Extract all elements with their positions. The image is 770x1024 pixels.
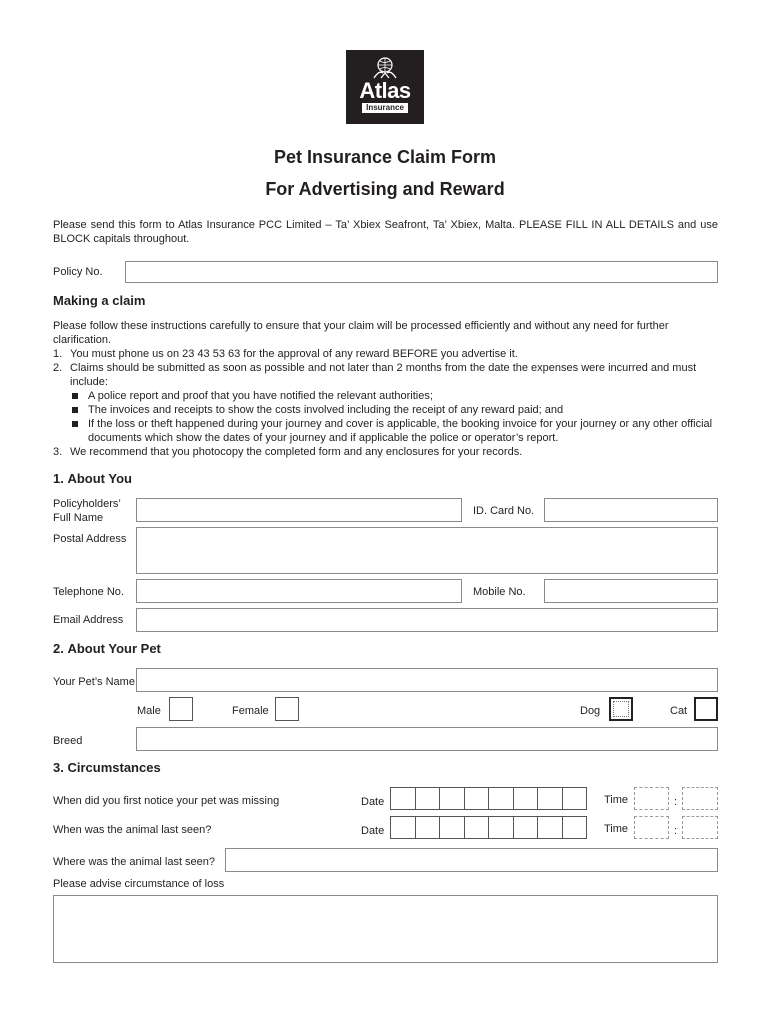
last-seen-time-label: Time [604, 823, 629, 835]
where-label: Where was the animal last seen? [53, 856, 216, 868]
about-you-heading [53, 471, 132, 486]
first-notice-hour-input[interactable] [634, 787, 669, 810]
email-label: Email Address [53, 614, 124, 626]
full-name-input[interactable] [136, 498, 462, 522]
circumstances-title: Circumstances [67, 760, 161, 775]
id-card-input[interactable] [544, 498, 718, 522]
policy-input[interactable] [125, 261, 718, 283]
claim-intro: Please follow these instructions carefully to ensure that your claim will be processed efficiently and without any need for further clarification. [53, 320, 669, 346]
female-checkbox[interactable] [275, 697, 299, 721]
making-claim-heading: Making a claim [53, 293, 146, 308]
globe-figure-icon [370, 56, 400, 80]
step-2-number: 2. [53, 362, 63, 374]
last-seen-minute-input[interactable] [682, 816, 718, 839]
pet-name-input[interactable] [136, 668, 718, 692]
policy-label: Policy No. [53, 266, 103, 278]
id-card-label: ID. Card No. [473, 505, 535, 517]
pet-name-label: Your Pet’s Name [53, 676, 135, 688]
circumstances-heading [53, 760, 161, 775]
advise-label: Please advise circumstance of loss [53, 878, 225, 890]
claim-step-1 [53, 347, 720, 361]
name-label-line1: Policyholders’ [53, 498, 121, 510]
name-label-line2: Full Name [53, 512, 104, 524]
dog-label: Dog [580, 705, 601, 717]
postal-label: Postal Address [53, 533, 127, 545]
first-notice-question: When did you first notice your pet was missing [53, 795, 280, 807]
last-seen-hour-input[interactable] [634, 816, 669, 839]
atlas-logo [346, 50, 424, 124]
step-3-text: We recommend that you photocopy the completed form and any enclosures for your records. [70, 446, 523, 458]
female-label: Female [232, 705, 269, 717]
breed-label: Breed [53, 735, 83, 747]
circumstance-textarea[interactable] [53, 895, 718, 963]
logo-brand: Atlas [359, 78, 411, 103]
male-checkbox[interactable] [169, 697, 193, 721]
about-pet-title: About Your Pet [67, 641, 161, 656]
cat-label: Cat [670, 705, 688, 717]
claim-instructions [53, 319, 720, 459]
about-you-number: 1. [53, 471, 64, 486]
claim-bullet-1: A police report and proof that you have notified the relevant authorities; [53, 389, 720, 403]
circumstances-number: 3. [53, 760, 64, 775]
claim-step-2 [53, 361, 720, 389]
intro-text: Please send this form to Atlas Insurance PCC Limited – Ta’ Xbiex Seafront, Ta’ Xbiex, Malta. PLEASE FILL IN ALL DETAILS and use BLOCK capitals throughout. [53, 219, 718, 245]
step-1-text: You must phone us on 23 43 53 63 for the approval of any reward BEFORE you advertise it. [70, 348, 518, 360]
form-title: Pet Insurance Claim Form [273, 147, 497, 167]
claim-bullet-2: The invoices and receipts to show the costs involved including the receipt of any reward paid; and [53, 403, 720, 417]
first-notice-date-input[interactable] [390, 787, 587, 810]
breed-input[interactable] [136, 727, 718, 751]
about-pet-heading [53, 641, 161, 656]
logo-sub: Insurance [362, 103, 408, 113]
email-input[interactable] [136, 608, 718, 632]
first-notice-date-label: Date [361, 796, 385, 808]
cat-checkbox[interactable] [694, 697, 718, 721]
last-seen-date-label: Date [361, 825, 385, 837]
first-notice-time-colon: : [674, 796, 678, 808]
step-1-number: 1. [53, 348, 63, 360]
about-you-title: About You [67, 471, 132, 486]
mobile-input[interactable] [544, 579, 718, 603]
about-pet-number: 2. [53, 641, 64, 656]
step-3-number: 3. [53, 446, 63, 458]
step-2-text: Claims should be submitted as soon as possible and not later than 2 months from the date the expenses were incurred and must include: [70, 362, 697, 388]
telephone-input[interactable] [136, 579, 462, 603]
where-input[interactable] [225, 848, 718, 872]
claim-step-3 [53, 445, 720, 459]
last-seen-time-colon: : [674, 825, 678, 837]
claim-bullet-3: If the loss or theft happened during your journey and cover is applicable, the booking invoice for your journey or any other official documents which show the dates of your journey and if applicable the police or operator’s report. [53, 417, 720, 445]
male-label: Male [137, 705, 161, 717]
last-seen-date-input[interactable] [390, 816, 587, 839]
postal-address-input[interactable] [136, 527, 718, 574]
dog-checkbox[interactable] [609, 697, 633, 721]
mobile-label: Mobile No. [473, 586, 526, 598]
telephone-label: Telephone No. [53, 586, 124, 598]
first-notice-time-label: Time [604, 794, 629, 806]
form-subtitle: For Advertising and Reward [265, 179, 505, 199]
last-seen-question: When was the animal last seen? [53, 824, 212, 836]
first-notice-minute-input[interactable] [682, 787, 718, 810]
